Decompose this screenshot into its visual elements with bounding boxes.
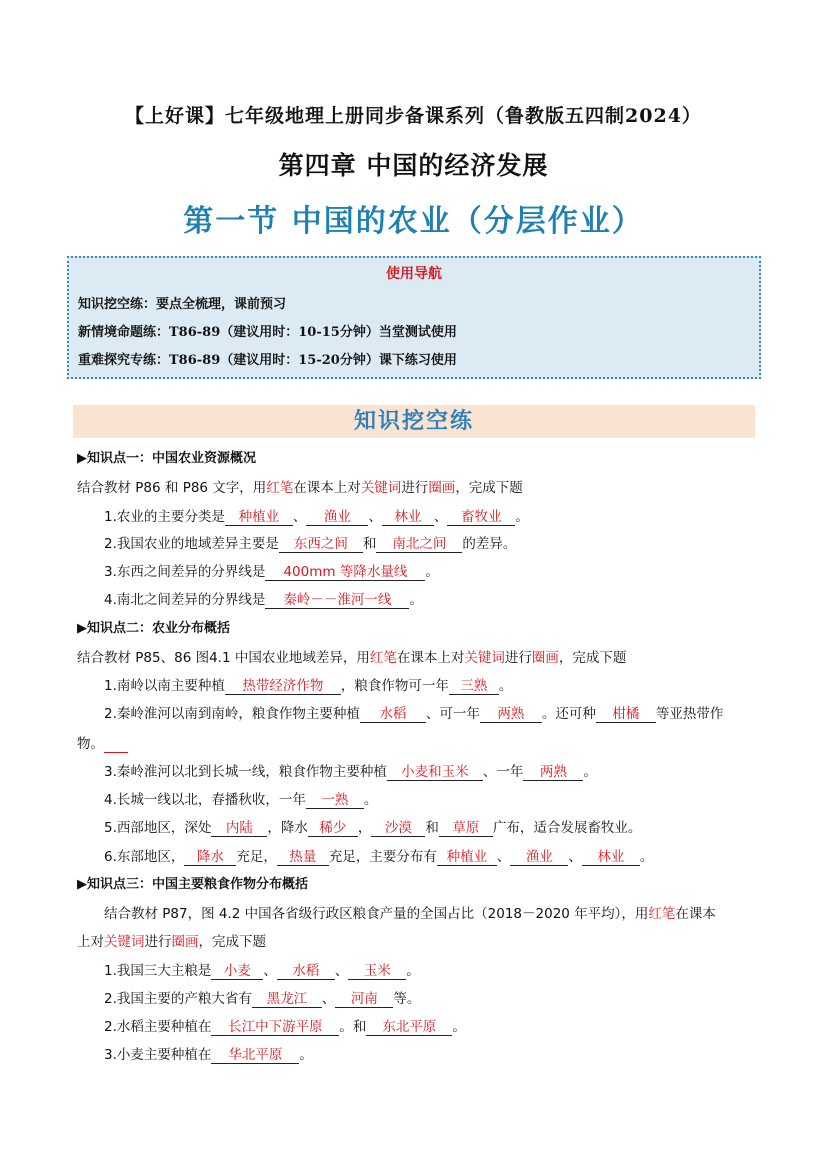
kp2-question-1: 1.南岭以南主要种植 热带经济作物 ，粮食作物可一年 三熟 。 — [104, 678, 513, 694]
knowledge-point-2-title: ▶知识点二：农业分布概括 — [77, 621, 230, 636]
guide-line-3: 重难探究专练：T86-89（建议用时：15-20分钟）课下练习使用 — [78, 353, 457, 368]
answer-blank: 400mm 等降水量线 — [265, 565, 425, 581]
answer-blank — [104, 737, 128, 753]
answer-blank: 沙漠 — [371, 821, 425, 837]
answer-blank: 水稻 — [277, 964, 335, 980]
kp3-question-2: 2.我国主要的产粮大省有 黑龙江 、 河南 等。 — [104, 991, 421, 1007]
answer-blank: 热带经济作物 — [225, 679, 341, 695]
kp1-intro: 结合教材 P86 和 P86 文字，用红笔在课本上对关键词进行圈画，完成下题 — [77, 480, 523, 496]
answer-blank: 两熟 — [480, 707, 542, 723]
kp3-intro-line-1: 结合教材 P87，图 4.2 中国各省级行政区粮食产量的全国占比（2018－2020 年平均），用红笔在课本 — [104, 906, 716, 922]
kp2-question-2: 2.秦岭淮河以南到南岭，粮食作物主要种植 水稻 、可一年 两熟 。还可种 柑橘 等亚热带作 — [104, 706, 724, 722]
answer-blank: 内陆 — [211, 821, 267, 837]
answer-blank: 黑龙江 — [252, 992, 322, 1008]
kp2-question-3: 3.秦岭淮河以北到长城一线，粮食作物主要种植 小麦和玉米 、一年 两熟 。 — [104, 764, 597, 780]
answer-blank: 南北之间 — [376, 537, 462, 553]
kp1-question-4: 4.南北之间差异的分界线是 秦岭－－淮河一线 。 — [104, 592, 423, 608]
answer-blank: 渔业 — [306, 510, 368, 526]
kp3-question-1: 1.我国三大主粮是 小麦 、 水稻 、 玉米 。 — [104, 963, 420, 979]
answer-blank: 长江中下游平原 — [211, 1020, 339, 1036]
knowledge-point-1-title: ▶知识点一：中国农业资源概况 — [77, 451, 256, 466]
answer-blank: 种植业 — [225, 510, 293, 526]
answer-blank: 两熟 — [523, 765, 583, 781]
answer-blank: 华北平原 — [211, 1048, 299, 1064]
knowledge-point-3-title: ▶知识点三：中国主要粮食作物分布概括 — [77, 877, 308, 892]
answer-blank: 东西之间 — [279, 537, 363, 553]
section-title: 第一节 中国的农业（分层作业） — [183, 204, 644, 239]
usage-guide-title: 使用导航 — [386, 266, 442, 282]
kp1-question-2: 2.我国农业的地域差异主要是 东西之间 和 南北之间 的差异。 — [104, 536, 517, 552]
kp3-question-3: 2.水稻主要种植在 长江中下游平原 。和 东北平原 。 — [104, 1019, 466, 1035]
answer-blank: 种植业 — [437, 850, 497, 866]
answer-blank: 稀少 — [308, 821, 358, 837]
kp2-question-6: 6.东部地区， 降水 充足， 热量 充足，主要分布有 种植业 、 渔业 、 林业 。 — [104, 849, 654, 865]
kp2-question-4: 4.长城一线以北，春播秋收，一年 一熟 。 — [104, 792, 378, 808]
answer-blank: 降水 — [184, 850, 236, 866]
answer-blank: 热量 — [277, 850, 329, 866]
kp2-question-2-continued: 物。 — [77, 732, 128, 753]
answer-blank: 玉米 — [348, 964, 406, 980]
kp3-intro-line-2: 上对关键词进行圈画，完成下题 — [77, 934, 266, 950]
guide-line-2: 新情境命题练：T86-89（建议用时：10-15分钟）当堂测试使用 — [78, 325, 457, 340]
answer-blank: 水稻 — [360, 707, 426, 723]
kp3-question-4: 3.小麦主要种植在 华北平原 。 — [104, 1047, 313, 1063]
section-banner: 知识挖空练 — [73, 405, 755, 438]
answer-blank: 秦岭－－淮河一线 — [265, 593, 409, 609]
usage-guide-box — [67, 256, 761, 379]
kp1-question-1: 1.农业的主要分类是 种植业 、 渔业 、 林业 、 畜牧业 。 — [104, 509, 529, 525]
answer-blank: 一熟 — [306, 793, 364, 809]
answer-blank: 渔业 — [510, 850, 568, 866]
answer-blank: 三熟 — [449, 679, 499, 695]
answer-blank: 小麦和玉米 — [387, 765, 483, 781]
answer-blank: 畜牧业 — [447, 510, 515, 526]
kp2-intro: 结合教材 P85、86 图4.1 中国农业地域差异，用红笔在课本上对关键词进行圈画，完成下题 — [77, 650, 627, 666]
answer-blank: 柑橘 — [596, 707, 656, 723]
series-title: 【上好课】七年级地理上册同步备课系列（鲁教版五四制2024） — [125, 105, 702, 127]
chapter-title: 第四章 中国的经济发展 — [278, 151, 549, 180]
answer-blank: 东北平原 — [366, 1020, 452, 1036]
answer-blank: 河南 — [335, 992, 393, 1008]
answer-blank: 林业 — [582, 850, 640, 866]
kp2-question-5: 5.西部地区，深处 内陆 ，降水 稀少 ， 沙漠 和 草原 广布，适合发展畜牧业。 — [104, 820, 642, 836]
answer-blank: 林业 — [382, 510, 434, 526]
guide-line-1: 知识挖空练：要点全梳理，课前预习 — [78, 297, 287, 312]
kp1-question-3: 3.东西之间差异的分界线是 400mm 等降水量线 。 — [104, 564, 439, 580]
answer-blank: 草原 — [439, 821, 493, 837]
answer-blank: 小麦 — [211, 964, 263, 980]
